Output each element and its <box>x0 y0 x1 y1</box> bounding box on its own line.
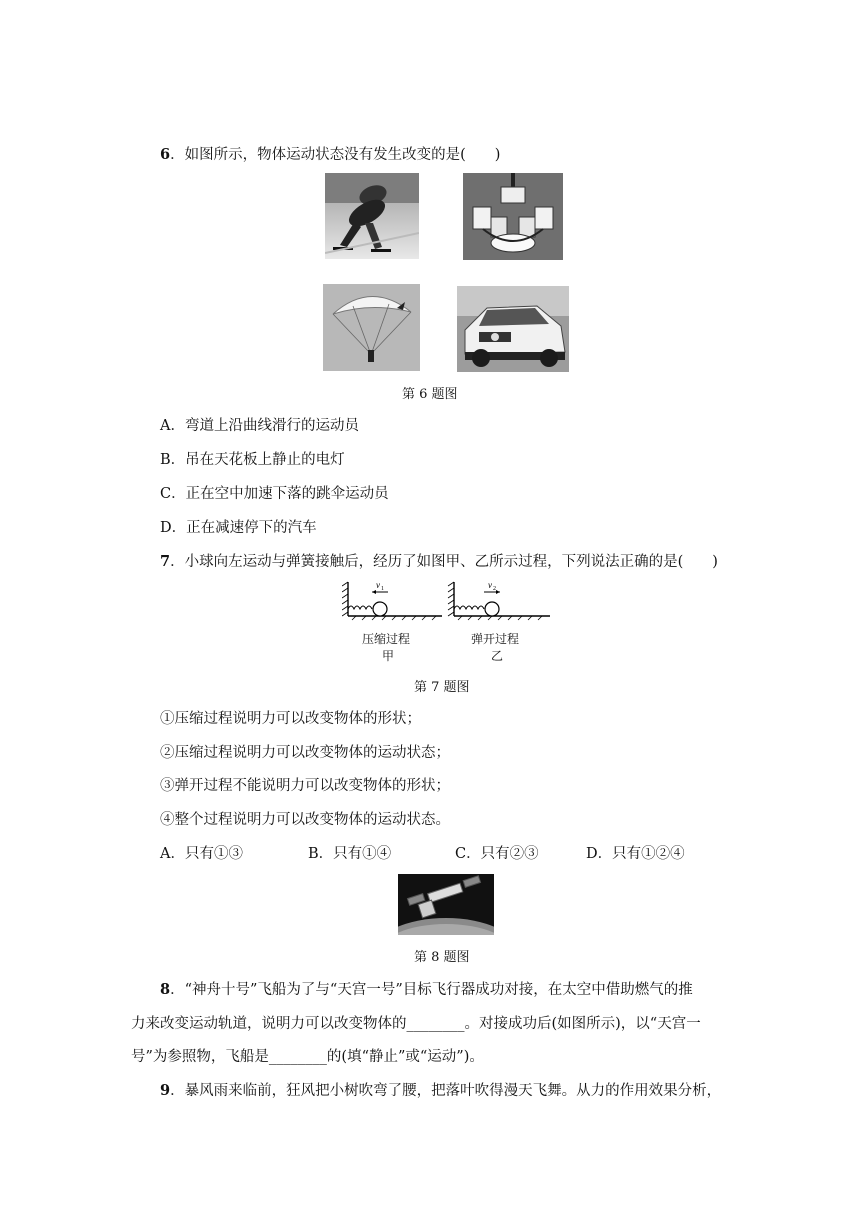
skater-photo <box>325 173 419 259</box>
parachute-photo <box>323 284 420 371</box>
q7-statement-1: ①压缩过程说明力可以改变物体的形状； <box>160 711 421 727</box>
q7-option-c: C．只有②③ <box>455 846 539 862</box>
spring-diagram <box>342 578 554 624</box>
q7-option-d: D．只有①②④ <box>586 846 685 862</box>
q6-stem: 6．如图所示，物体运动状态没有发生改变的是( ) <box>160 146 501 163</box>
fig-right-title: 弹开过程 <box>471 632 520 646</box>
fig-right-sub: 乙 <box>491 649 504 663</box>
q7-statement-4: ④整个过程说明力可以改变物体的运动状态。 <box>160 812 450 828</box>
q7-statement-2: ②压缩过程说明力可以改变物体的运动状态； <box>160 745 450 761</box>
chandelier-photo <box>463 173 563 260</box>
q8-caption: 第 8 题图 <box>414 950 470 965</box>
v2-label: v <box>488 580 492 590</box>
q8-line-1: 8．“神舟十号”飞船为了与“天宫一号”目标飞行器成功对接，在太空中借助燃气的推 <box>160 981 693 998</box>
car-photo <box>457 286 569 372</box>
q7-caption: 第 7 题图 <box>414 680 470 695</box>
q6-caption: 第 6 题图 <box>402 387 458 402</box>
v2-sub: 2 <box>493 586 496 592</box>
fig-left-sub: 甲 <box>382 649 395 663</box>
q8-line-3: 号”为参照物，飞船是________的(填“静止”或“运动”)。 <box>131 1049 484 1065</box>
q7-statement-3: ③弹开过程不能说明力可以改变物体的形状； <box>160 778 450 794</box>
q9-line-1: 9．暴风雨来临前，狂风把小树吹弯了腰，把落叶吹得漫天飞舞。从力的作用效果分析， <box>160 1082 722 1099</box>
q6-option-c: C．正在空中加速下落的跳伞运动员 <box>160 486 389 502</box>
q8-line-2: 力来改变运动轨道，说明力可以改变物体的________。对接成功后(如图所示)，以“天宫一 <box>131 1016 701 1032</box>
q6-option-d: D．正在减速停下的汽车 <box>160 520 317 536</box>
fig-left-title: 压缩过程 <box>362 632 411 646</box>
space-docking-photo <box>398 874 494 935</box>
q6-option-b: B．吊在天花板上静止的电灯 <box>160 452 345 468</box>
v1-label: v <box>376 580 380 590</box>
q7-option-b: B．只有①④ <box>308 846 392 862</box>
q6-option-a: A．弯道上沿曲线滑行的运动员 <box>160 418 359 434</box>
q7-stem: 7．小球向左运动与弹簧接触后，经历了如图甲、乙所示过程，下列说法正确的是( ) <box>160 553 718 570</box>
v1-sub: 1 <box>381 586 384 592</box>
q7-option-a: A．只有①③ <box>160 846 243 862</box>
